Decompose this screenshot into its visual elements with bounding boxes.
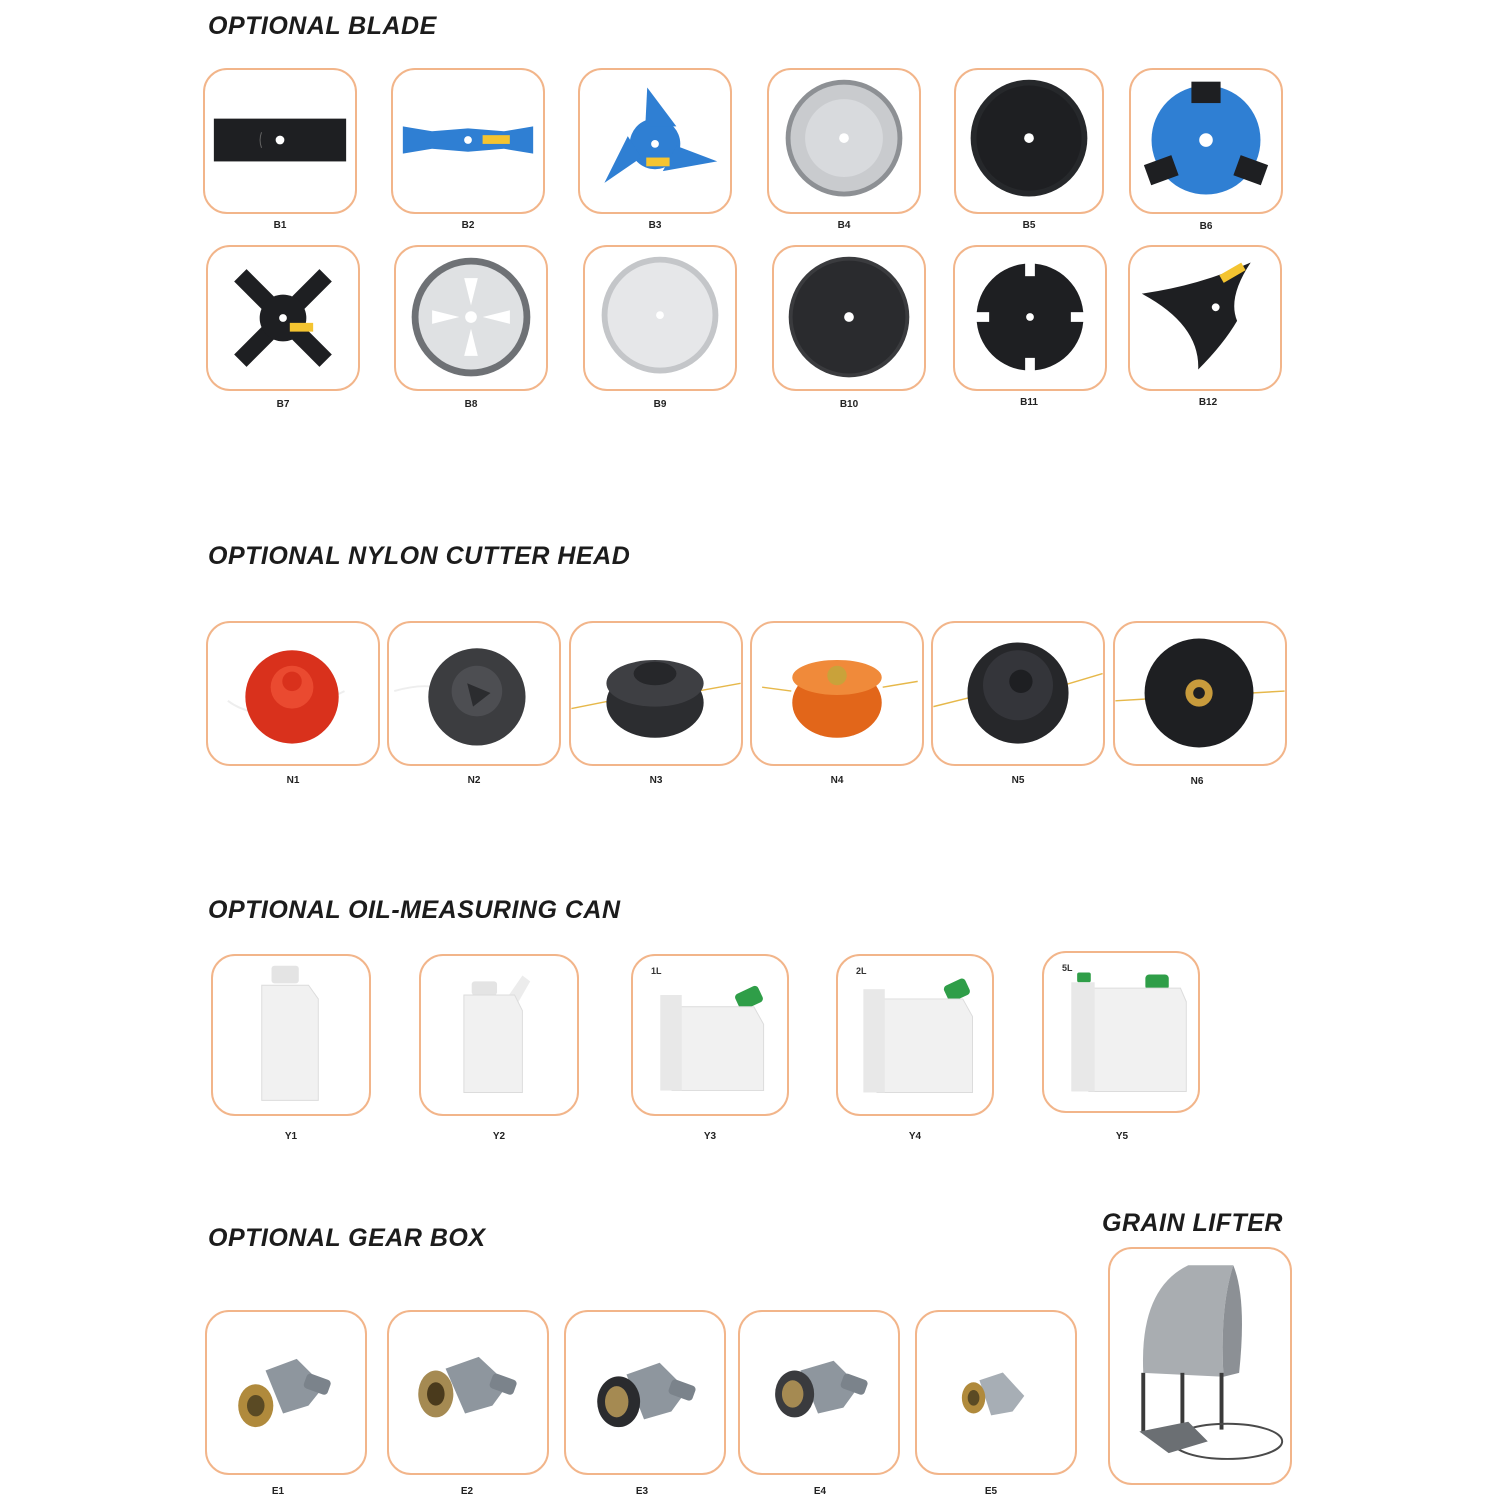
- item-label: E4: [813, 1486, 827, 1497]
- nylon-section-title: OPTIONAL NYLON CUTTER HEAD: [208, 542, 631, 570]
- spout-bottle-icon: [421, 956, 577, 1114]
- oil-y1-card[interactable]: [211, 954, 371, 1116]
- mixing-can-icon: [838, 956, 992, 1114]
- blade-b3-card[interactable]: [578, 68, 732, 214]
- grain-lifter-card[interactable]: [1108, 1247, 1292, 1485]
- blade-b8-card[interactable]: [394, 245, 548, 391]
- flat-disc-head-icon: [1115, 623, 1285, 764]
- oil-y2-card[interactable]: [419, 954, 579, 1116]
- straight-blade-icon: [205, 70, 355, 212]
- saw-blade-silver-icon: [769, 70, 919, 212]
- item-label: N2: [467, 775, 481, 786]
- blade-b11-card[interactable]: [953, 245, 1107, 391]
- nylon-n2-card[interactable]: [387, 621, 561, 766]
- blade-b5-card[interactable]: [954, 68, 1104, 214]
- item-label: B8: [464, 399, 478, 410]
- red-cutter-head-icon: [208, 623, 378, 764]
- four-tooth-blade-icon: [208, 247, 358, 389]
- blade-b2-card[interactable]: [391, 68, 545, 214]
- blade-b4-card[interactable]: [767, 68, 921, 214]
- volume-label: 5L: [1062, 963, 1073, 973]
- gear-e5-card[interactable]: [915, 1310, 1077, 1475]
- item-label: Y3: [703, 1131, 717, 1142]
- two-tooth-blade-icon: [393, 70, 543, 212]
- grain-lifter-title: GRAIN LIFTER: [1102, 1209, 1283, 1237]
- blade-b6-card[interactable]: [1129, 68, 1283, 214]
- black-tap-head-icon: [571, 623, 741, 764]
- blade-b7-card[interactable]: [206, 245, 360, 391]
- nylon-n6-card[interactable]: [1113, 621, 1287, 766]
- item-label: E5: [984, 1486, 998, 1497]
- item-label: Y5: [1115, 1131, 1129, 1142]
- chisel-saw-blade-icon: [585, 247, 735, 389]
- large-mixing-can-icon: [1044, 953, 1198, 1111]
- small-gearbox-icon: [917, 1312, 1075, 1473]
- saw-blade-black-icon: [956, 70, 1102, 212]
- orange-cutter-head-icon: [752, 623, 922, 764]
- item-label: B12: [1198, 397, 1218, 408]
- item-label: B11: [1020, 397, 1038, 408]
- square-bottle-icon: [213, 956, 369, 1114]
- item-label: B7: [276, 399, 290, 410]
- eight-tooth-blade-icon: [955, 247, 1105, 389]
- nylon-n1-card[interactable]: [206, 621, 380, 766]
- carbide-saw-blade-icon: [396, 247, 546, 389]
- gear-e3-card[interactable]: [564, 1310, 726, 1475]
- oil-y3-card[interactable]: [631, 954, 789, 1116]
- item-label: B4: [837, 220, 851, 231]
- item-label: N5: [1011, 775, 1025, 786]
- mulching-blade-blue-icon: [1131, 70, 1281, 212]
- grain-lifter-icon: [1110, 1249, 1290, 1483]
- blade-section-title: OPTIONAL BLADE: [208, 12, 437, 40]
- volume-label: 1L: [651, 966, 662, 976]
- nylon-n4-card[interactable]: [750, 621, 924, 766]
- item-label: B5: [1022, 220, 1036, 231]
- three-point-blade-black-icon: [1130, 247, 1280, 389]
- item-label: N6: [1190, 776, 1204, 787]
- gearbox-icon: [389, 1312, 547, 1473]
- blade-b9-card[interactable]: [583, 245, 737, 391]
- item-label: B10: [839, 399, 859, 410]
- gearbox-icon: [566, 1312, 724, 1473]
- item-label: N4: [830, 775, 844, 786]
- item-label: N3: [649, 775, 663, 786]
- gearbox-icon: [740, 1312, 898, 1473]
- fine-tooth-blade-icon: [774, 247, 924, 389]
- black-round-head-icon: [933, 623, 1103, 764]
- nylon-n3-card[interactable]: [569, 621, 743, 766]
- three-tooth-blade-icon: [580, 70, 730, 212]
- gear-e4-card[interactable]: [738, 1310, 900, 1475]
- volume-label: 2L: [856, 966, 867, 976]
- gearbox-icon: [207, 1312, 365, 1473]
- oil-y5-card[interactable]: [1042, 951, 1200, 1113]
- grey-cutter-head-icon: [389, 623, 559, 764]
- item-label: B2: [461, 220, 475, 231]
- item-label: E1: [271, 1486, 285, 1497]
- mixing-can-icon: [633, 956, 787, 1114]
- gear-section-title: OPTIONAL GEAR BOX: [208, 1224, 486, 1252]
- item-label: B9: [653, 399, 667, 410]
- item-label: Y4: [908, 1131, 922, 1142]
- gear-e2-card[interactable]: [387, 1310, 549, 1475]
- item-label: B1: [273, 220, 287, 231]
- item-label: E2: [460, 1486, 474, 1497]
- oil-section-title: OPTIONAL OIL-MEASURING CAN: [208, 896, 621, 924]
- blade-b12-card[interactable]: [1128, 245, 1282, 391]
- blade-b10-card[interactable]: [772, 245, 926, 391]
- item-label: Y2: [492, 1131, 506, 1142]
- item-label: N1: [286, 775, 300, 786]
- item-label: B3: [648, 220, 662, 231]
- blade-b1-card[interactable]: [203, 68, 357, 214]
- oil-y4-card[interactable]: [836, 954, 994, 1116]
- item-label: B6: [1199, 221, 1213, 232]
- nylon-n5-card[interactable]: [931, 621, 1105, 766]
- item-label: E3: [635, 1486, 649, 1497]
- item-label: Y1: [284, 1131, 298, 1142]
- gear-e1-card[interactable]: [205, 1310, 367, 1475]
